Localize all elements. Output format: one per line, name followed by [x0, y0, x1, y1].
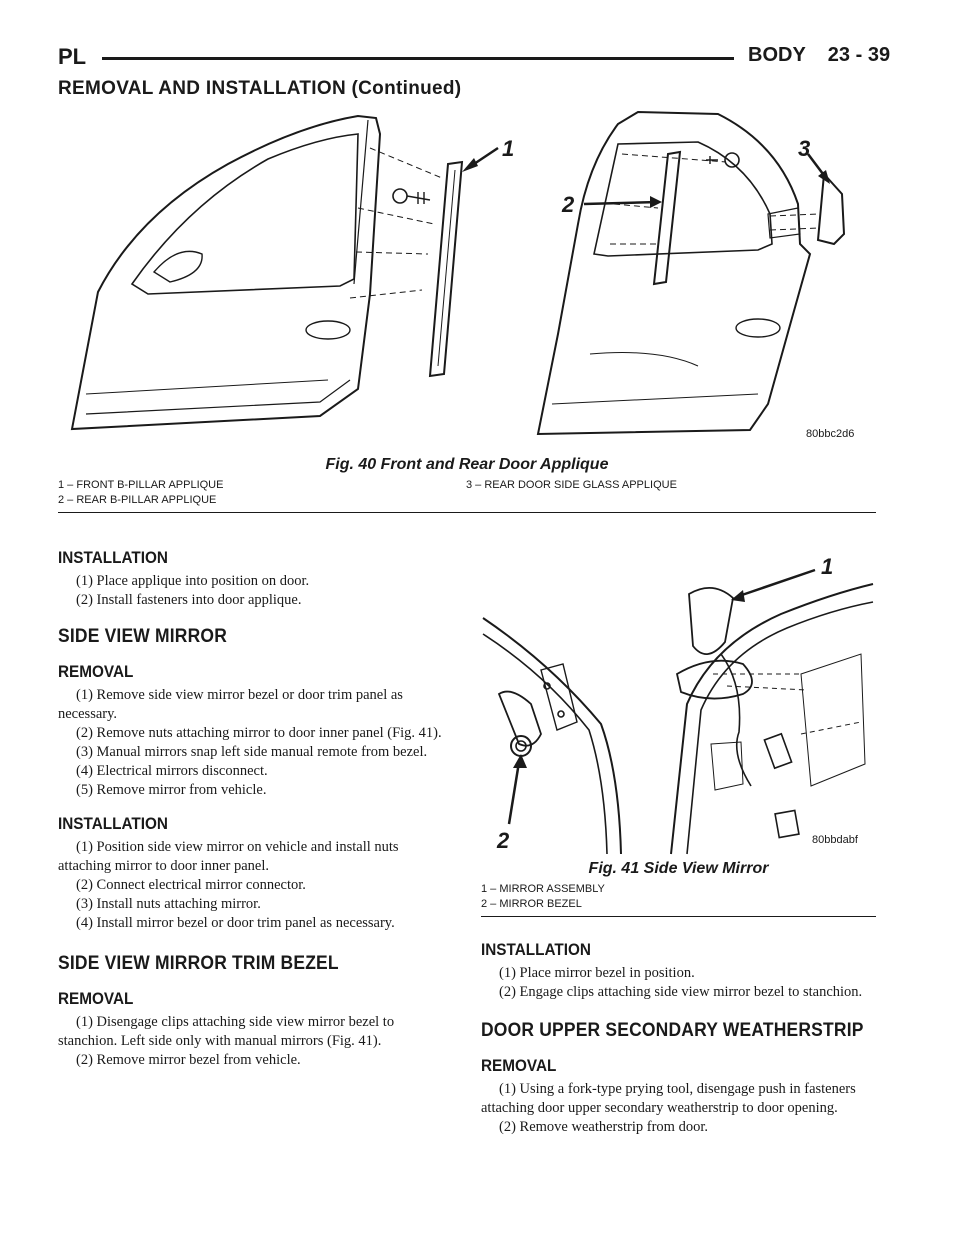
installation-steps	[58, 572, 450, 610]
fig41-callout-2: 2	[497, 828, 510, 853]
fig40-callout-1: 1	[502, 136, 515, 161]
installation-heading: INSTALLATION	[58, 548, 168, 567]
fig41-mirror-drawing	[481, 554, 876, 864]
fig40-illustration	[58, 104, 876, 456]
fig41-legend-item: 1 – MIRROR ASSEMBLY	[481, 883, 605, 895]
fig40-legend-item: 2 – REAR B-PILLAR APPLIQUE	[58, 494, 217, 506]
header-right	[748, 44, 890, 67]
removal-heading: REMOVAL	[58, 989, 134, 1008]
step: (2) Engage clips attaching side view mirror bezel to stanchion.	[499, 984, 863, 1000]
right-column	[481, 940, 875, 1137]
step: (3) Install nuts attaching mirror.	[76, 896, 261, 912]
fig40-legend-left	[58, 478, 458, 508]
step: (1) Disengage clips attaching side view mirror bezel to stanchion. Left side only with manual mirrors (Fig. 41).	[58, 1014, 395, 1049]
step: (5) Remove mirror from vehicle.	[76, 782, 267, 798]
step: (1) Position side view mirror on vehicle and install nuts attaching mirror to door inner panel.	[58, 839, 399, 874]
fig40-callout-2: 2	[562, 192, 575, 217]
step: (4) Electrical mirrors disconnect.	[76, 763, 268, 779]
header-section-name: BODY	[748, 44, 806, 66]
fig40-callout-3: 3	[798, 136, 811, 161]
step: (2) Remove weatherstrip from door.	[499, 1119, 708, 1135]
installation-steps	[58, 838, 450, 933]
removal-heading: REMOVAL	[58, 662, 134, 681]
fig41-rule	[481, 916, 876, 917]
header-rule	[102, 57, 734, 60]
fig40-door-drawing	[58, 104, 876, 456]
step: (2) Install fasteners into door applique.	[76, 592, 302, 608]
fig41-code: 80bbdabf	[812, 834, 858, 846]
installation-heading: INSTALLATION	[481, 940, 591, 959]
step: (1) Place applique into position on door.	[76, 573, 310, 589]
removal-steps	[481, 1080, 875, 1137]
fig40-code: 80bbc2d6	[806, 428, 855, 440]
step: (2) Connect electrical mirror connector.	[76, 877, 306, 893]
continued-title: REMOVAL AND INSTALLATION (Continued)	[58, 78, 462, 99]
step: (1) Using a fork-type prying tool, disengage push in fasteners attaching door upper secondary weatherstrip to door opening.	[481, 1081, 856, 1116]
header-section-code: PL	[58, 44, 87, 69]
removal-steps	[58, 1013, 450, 1070]
left-column	[58, 548, 450, 1070]
installation-steps	[481, 964, 875, 1002]
step: (1) Remove side view mirror bezel or door trim panel as necessary.	[58, 687, 403, 722]
installation-heading: INSTALLATION	[58, 814, 168, 833]
fig41-legend-item: 2 – MIRROR BEZEL	[481, 898, 582, 910]
step: (1) Place mirror bezel in position.	[499, 965, 695, 981]
fig40-legend-item: 3 – REAR DOOR SIDE GLASS APPLIQUE	[466, 479, 677, 491]
header-page-number: 23 - 39	[827, 44, 891, 66]
fig40-legend-item: 1 – FRONT B-PILLAR APPLIQUE	[58, 479, 224, 491]
trim-bezel-heading: SIDE VIEW MIRROR TRIM BEZEL	[58, 953, 339, 974]
fig41-illustration	[481, 554, 876, 864]
fig40-legend-right	[466, 478, 876, 493]
fig41-caption: Fig. 41 Side View Mirror	[588, 860, 769, 877]
removal-heading: REMOVAL	[481, 1056, 557, 1075]
step: (3) Manual mirrors snap left side manual remote from bezel.	[76, 744, 428, 760]
removal-steps	[58, 686, 450, 800]
fig40-caption: Fig. 40 Front and Rear Door Applique	[325, 456, 609, 473]
fig41-callout-1: 1	[821, 554, 834, 579]
side-view-mirror-heading: SIDE VIEW MIRROR	[58, 626, 228, 647]
fig40-rule	[58, 512, 876, 513]
fig41-legend	[481, 882, 876, 912]
step: (2) Remove mirror bezel from vehicle.	[76, 1052, 301, 1068]
step: (4) Install mirror bezel or door trim panel as necessary.	[76, 915, 395, 931]
weatherstrip-heading: DOOR UPPER SECONDARY WEATHERSTRIP	[481, 1020, 864, 1041]
step: (2) Remove nuts attaching mirror to door inner panel (Fig. 41).	[76, 725, 442, 741]
